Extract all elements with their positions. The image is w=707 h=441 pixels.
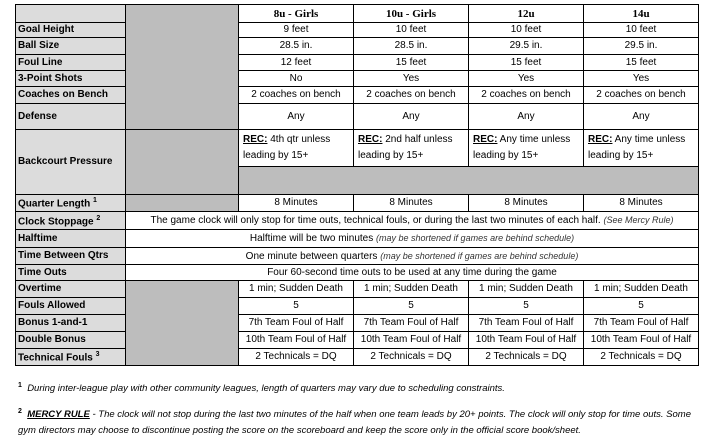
header-8u: 8u - Girls [239,5,354,23]
merged-cell [126,248,699,265]
merged-cell [126,230,699,248]
table-row [16,71,699,87]
backcourt-cell [469,130,584,167]
cell: 2 Technicals = DQ [354,349,469,366]
table-row [16,315,699,332]
table-row [16,55,699,71]
row-label: 3-Point Shots [16,71,126,87]
blank-column-bottom [126,281,239,366]
cell: 10 feet [469,23,584,38]
cell: 1 min; Sudden Death [469,281,584,298]
table-row [16,265,699,281]
cell: 7th Team Foul of Half [354,315,469,332]
cell-note: (may be shortened if games are behind schedule) [376,233,575,243]
cell: 7th Team Foul of Half [584,315,699,332]
cell: 29.5 in. [469,38,584,55]
blank-cell [126,195,239,212]
cell: Any [584,104,699,130]
footnote-text: - The clock will not stop during the last two minutes of the half when one team leads by 20+ points. The clock will only stop for time outs. Some gym directors may choose to discontinue posting the score on the scoreboard and keep the score only in the official score book/sheet. [18,409,691,437]
cell: 8 Minutes [584,195,699,212]
cell: 5 [239,298,354,315]
rules-table [15,4,699,366]
cell: 10th Team Foul of Half [584,332,699,349]
cell: 12 feet [239,55,354,71]
cell: 8 Minutes [469,195,584,212]
row-label: Halftime [16,230,126,248]
cell: 8 Minutes [354,195,469,212]
backcourt-cell [584,130,699,167]
rec-label: REC: [358,134,383,145]
cell: 5 [584,298,699,315]
cell: Yes [354,71,469,87]
row-label: Bonus 1-and-1 [16,315,126,332]
rec-text: Any time unless leading by 15+ [473,134,571,161]
footnote-marker: 1 [93,197,97,205]
cell: 5 [469,298,584,315]
rec-text: 2nd half unless leading by 15+ [358,134,453,161]
table-row [16,195,699,212]
table-row [16,281,699,298]
cell: 1 min; Sudden Death [584,281,699,298]
footnote-2 [18,404,698,439]
row-label: Defense [16,104,126,130]
row-label: Fouls Allowed [16,298,126,315]
row-label: Double Bonus [16,332,126,349]
header-10u: 10u - Girls [354,5,469,23]
footnote-marker: 2 [96,214,101,222]
footnote-number: 1 [18,382,22,389]
footnote-number: 2 [18,408,22,415]
cell: 28.5 in. [354,38,469,55]
cell: 2 Technicals = DQ [239,349,354,366]
grey-band [239,167,699,195]
cell: 10 feet [584,23,699,38]
cell: 1 min; Sudden Death [354,281,469,298]
header-14u: 14u [584,5,699,23]
row-label: Goal Height [16,23,126,38]
table-row [16,23,699,38]
cell: 8 Minutes [239,195,354,212]
cell: 2 coaches on bench [239,87,354,104]
row-label: Time Between Qtrs [16,248,126,265]
cell: 15 feet [469,55,584,71]
merged-cell: Four 60-second time outs to be used at any time during the game [126,265,699,281]
table-row [16,298,699,315]
cell-note: (See Mercy Rule) [603,215,674,225]
cell: 28.5 in. [239,38,354,55]
row-label: Ball Size [16,38,126,55]
rec-label: REC: [588,134,613,145]
cell: 10th Team Foul of Half [239,332,354,349]
backcourt-cell [239,130,354,167]
table-row [16,248,699,265]
row-label-text: Quarter Length [18,198,91,210]
cell: 2 coaches on bench [584,87,699,104]
blank-cell [126,130,239,195]
cell: 2 coaches on bench [469,87,584,104]
cell: 10th Team Foul of Half [469,332,584,349]
cell: 2 Technicals = DQ [584,349,699,366]
header-12u: 12u [469,5,584,23]
cell: 29.5 in. [584,38,699,55]
row-label-text: Technical Fouls [18,352,93,364]
cell: 10 feet [354,23,469,38]
row-label: Foul Line [16,55,126,71]
row-label [16,349,126,366]
row-label: Time Outs [16,265,126,281]
row-label: Backcourt Pressure [16,130,126,195]
mercy-rule-title: MERCY RULE [27,409,90,421]
merged-cell [126,212,699,230]
blank-column-top [126,5,239,130]
table-row [16,230,699,248]
table-row [16,130,699,167]
rec-label: REC: [243,134,268,145]
row-label: Coaches on Bench [16,87,126,104]
cell-text: One minute between quarters [245,250,378,262]
footnote-1 [18,378,698,397]
cell: Yes [469,71,584,87]
cell-text: Halftime will be two minutes [249,233,374,244]
cell: Any [239,104,354,130]
cell: 5 [354,298,469,315]
corner-cell [16,5,126,23]
backcourt-cell [354,130,469,167]
cell: 7th Team Foul of Half [239,315,354,332]
cell: No [239,71,354,87]
rec-text: Any time unless leading by 15+ [588,134,686,161]
table-row [16,212,699,230]
header-row [16,5,699,23]
cell: 7th Team Foul of Half [469,315,584,332]
row-label: Overtime [16,281,126,298]
table-row [16,87,699,104]
footnote-text: During inter-league play with other community leagues, length of quarters may vary due to scheduling constraints. [27,383,505,395]
row-label-text: Clock Stoppage [18,216,94,228]
rec-label: REC: [473,134,498,145]
cell: 2 coaches on bench [354,87,469,104]
cell: Any [354,104,469,130]
table-row [16,332,699,349]
footnote-marker: 3 [95,351,100,359]
cell: Yes [584,71,699,87]
table-row [16,38,699,55]
cell: 1 min; Sudden Death [239,281,354,298]
cell: 15 feet [584,55,699,71]
cell: 10th Team Foul of Half [354,332,469,349]
cell: 15 feet [354,55,469,71]
table-row [16,349,699,366]
rec-text: 4th qtr unless leading by 15+ [243,134,331,161]
table-row [16,104,699,130]
cell-note: (may be shortened if games are behind schedule) [380,250,579,261]
cell-text: The game clock will only stop for time outs, technical fouls, or during the last two minutes of each half. [150,215,601,226]
row-label [16,195,126,212]
cell: 9 feet [239,23,354,38]
row-label [16,212,126,230]
cell: 2 Technicals = DQ [469,349,584,366]
cell: Any [469,104,584,130]
